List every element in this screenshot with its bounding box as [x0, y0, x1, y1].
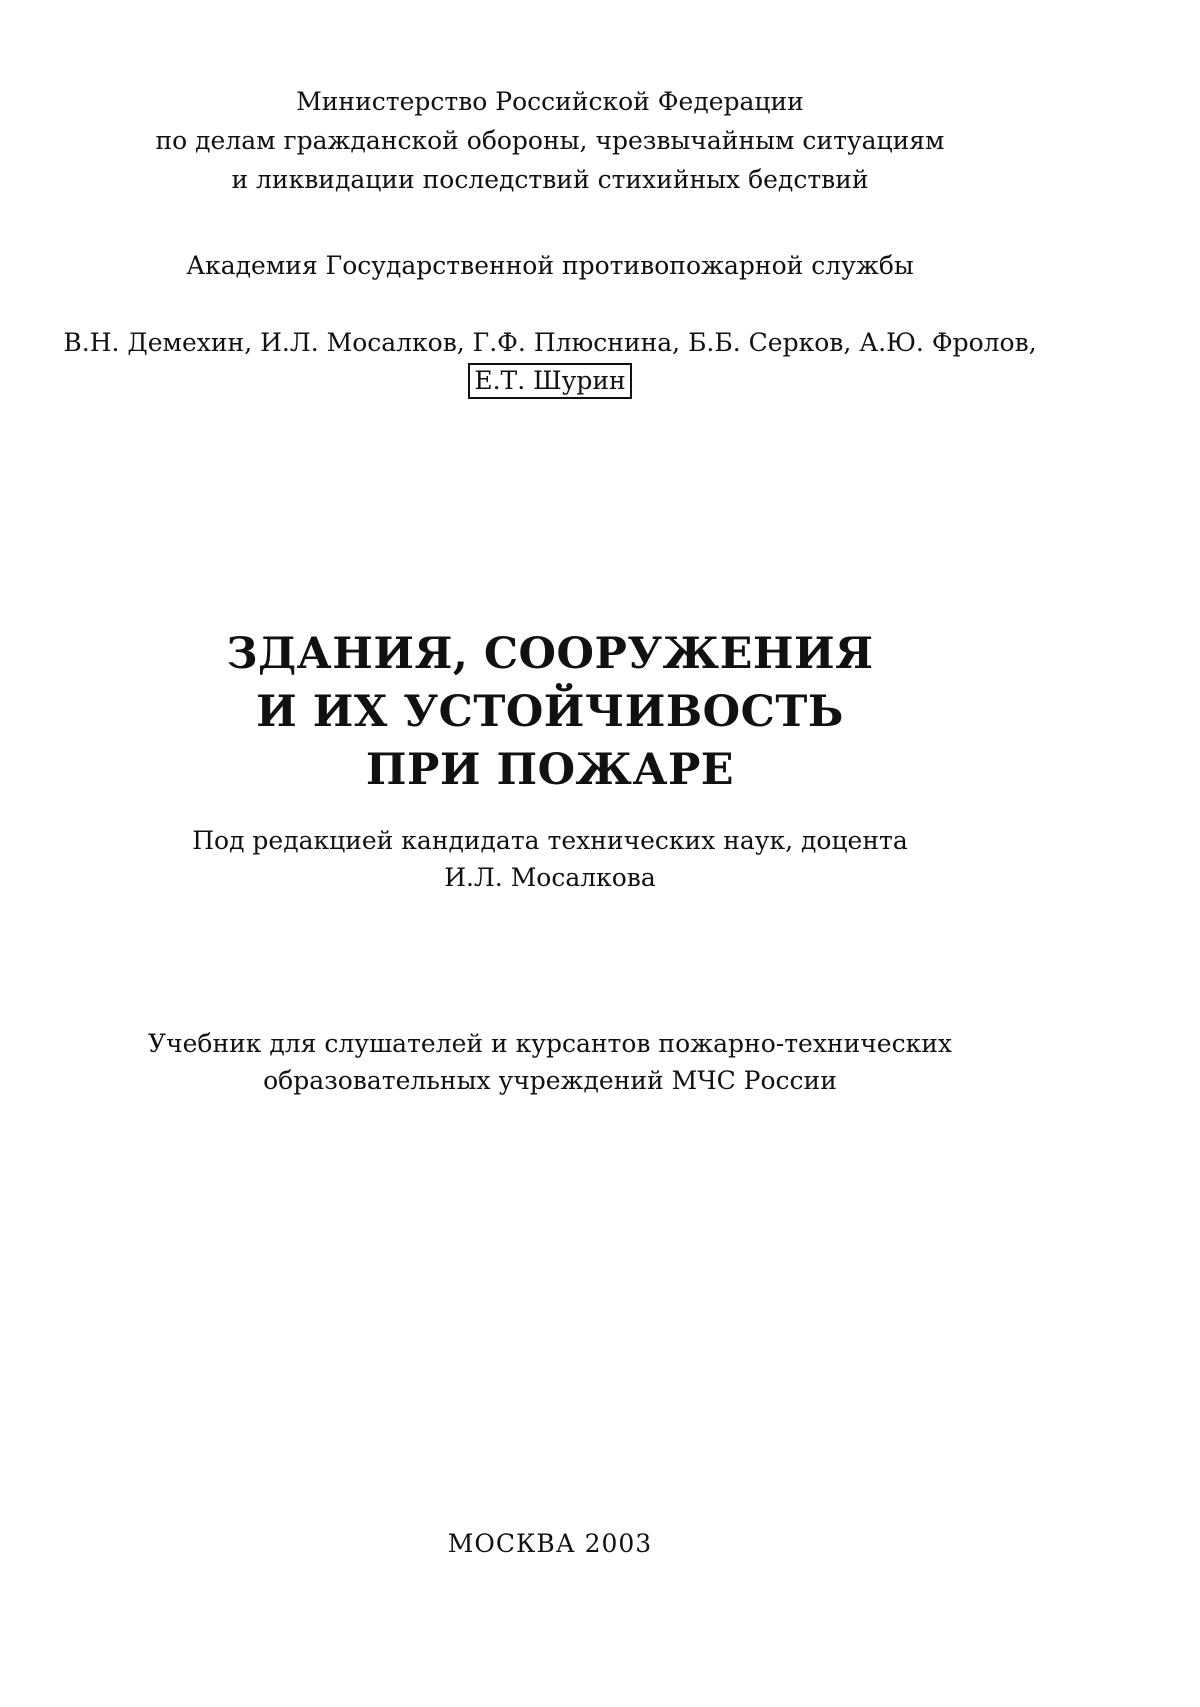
book-title [0, 625, 1100, 799]
purpose-line-1: Учебник для слушателей и курсантов пожарно-технических [148, 1029, 952, 1058]
purpose-line-2: образовательных учреждений МЧС России [263, 1066, 837, 1095]
book-purpose [0, 1025, 1100, 1099]
editor-credit [0, 822, 1100, 896]
authors-list [0, 325, 1100, 399]
ministry-header [0, 82, 1100, 199]
ministry-line-1: Министерство Российской Федерации [296, 87, 804, 116]
title-line-3: ПРИ ПОЖАРЕ [365, 745, 735, 795]
imprint-city-year: МОСКВА 2003 [447, 1529, 653, 1558]
title-line-2: И ИХ УСТОЙЧИВОСТЬ [256, 687, 844, 737]
ministry-line-2: по делам гражданской обороны, чрезвычайным ситуациям [155, 126, 945, 155]
editor-line-1: Под редакцией кандидата технических наук, доцента [192, 826, 908, 855]
academy-name: Академия Государственной противопожарной службы [186, 251, 914, 280]
title-line-1: ЗДАНИЯ, СООРУЖЕНИЯ [226, 629, 874, 679]
editor-line-2: И.Л. Мосалкова [444, 863, 656, 892]
ministry-line-3: и ликвидации последствий стихийных бедствий [231, 165, 869, 194]
authors-line-2-boxed: Е.Т. Шурин [468, 363, 631, 399]
authors-line-1: В.Н. Демехин, И.Л. Мосалков, Г.Ф. Плюснина, Б.Б. Серков, А.Ю. Фролов, [63, 328, 1037, 357]
